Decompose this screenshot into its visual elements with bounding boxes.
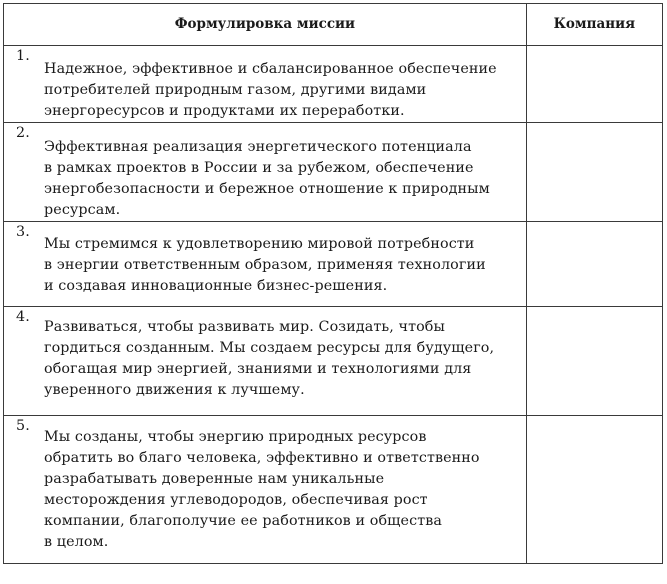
- company-answer-cell[interactable]: [526, 416, 662, 564]
- table-row: [4, 222, 663, 307]
- table-row: [4, 307, 663, 416]
- mission-text: Мы созданы, чтобы энергию природных ресурсов обратить во благо человека, эффективно и ответственно разрабатывать доверенные нам уникальные месторождения углеводородов, обеспечивая рост компании, благополучие ее работников и общества в целом.: [44, 429, 480, 550]
- mission-table: [3, 3, 663, 564]
- mission-cell: [4, 416, 527, 564]
- company-answer-cell[interactable]: [526, 123, 662, 222]
- mission-text: Мы стремимся к удовлетворению мировой потребности в энергии ответственным образом, применяя технологии и создавая инновационные бизнес-решения.: [44, 236, 486, 294]
- mission-text: Эффективная реализация энергетического потенциала в рамках проектов в России и за рубежом, обеспечение энергобезопасности и бережное отношение к природным ресурсам.: [44, 139, 490, 218]
- mission-cell: [4, 222, 527, 307]
- header-mission: Формулировка миссии: [4, 4, 527, 46]
- table-header-row: [4, 4, 663, 46]
- table-row: [4, 123, 663, 222]
- mission-cell: [4, 123, 527, 222]
- row-number: 4.: [16, 309, 30, 325]
- company-answer-cell[interactable]: [526, 46, 662, 123]
- table-row: [4, 46, 663, 123]
- mission-text: Развиваться, чтобы развивать мир. Созидать, чтобы гордиться созданным. Мы создаем ресурсы для будущего, обогащая мир энергией, знаниями и технологиями для уверенного движения к лучшему.: [44, 319, 495, 398]
- mission-cell: [4, 46, 527, 123]
- row-number: 3.: [16, 224, 30, 240]
- mission-text: Надежное, эффективное и сбалансированное обеспечение потребителей природным газом, другими видами энергоресурсов и продуктами их переработки.: [44, 61, 497, 119]
- mission-cell: [4, 307, 527, 416]
- company-answer-cell[interactable]: [526, 307, 662, 416]
- company-answer-cell[interactable]: [526, 222, 662, 307]
- row-number: 1.: [16, 48, 30, 64]
- row-number: 5.: [16, 418, 30, 434]
- row-number: 2.: [16, 125, 30, 141]
- header-company: Компания: [526, 4, 662, 46]
- table-row: [4, 416, 663, 564]
